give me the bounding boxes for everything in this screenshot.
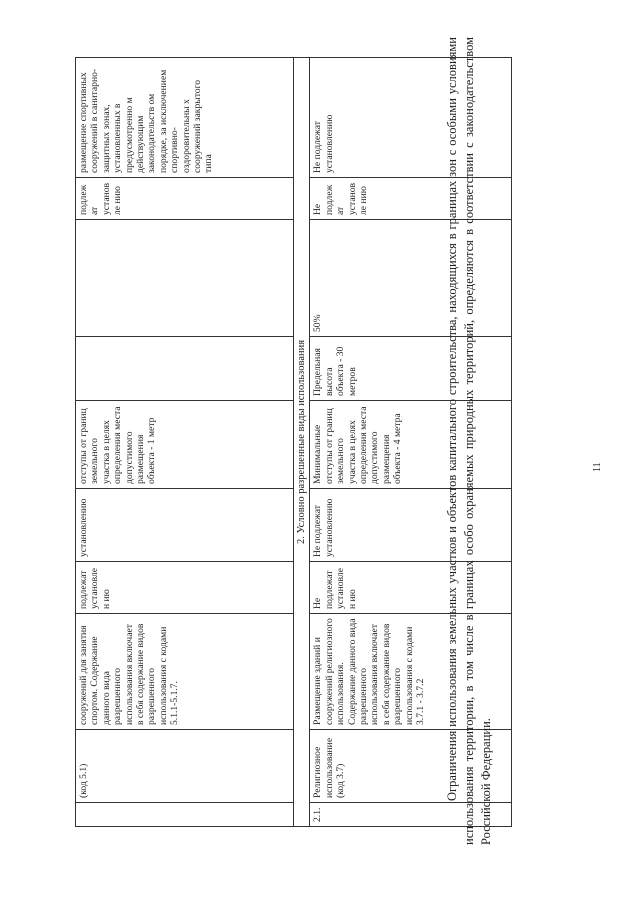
coverage-cell: 50% [310, 220, 512, 337]
setback-cell: отступы от границ земельного участка в целях определения места допустимого размещения объекта - 1 метр [76, 401, 294, 489]
param-cell: подлежат установле нию [76, 178, 294, 220]
param-cell: подлежат установлен ию [76, 562, 294, 614]
use-name-cell: Религиозное использование (код 3.7) [310, 730, 512, 803]
use-description-cell: сооружений для занятия спортом. Содержание данного вида разрешенного использования включает в себя содержание видов разрешенного использования с кодами 5.1.1-5.1.7. [76, 614, 294, 730]
section-header-row [294, 58, 310, 827]
coverage-cell [76, 220, 294, 337]
restrictions-cell: размещение спортивных сооружений в санитарно-защитных зонах, установленных в предусмотренно м действующим законодательств ом порядке, за исключением спортивно-оздоровительны х сооружений закрытого типа [76, 58, 294, 178]
table-row [76, 58, 294, 827]
use-description-cell: Размещение зданий и сооружений религиозного использования. Содержание данного вида разрешенного использования включает в себя содержание видов разрешенного использования с кодами 3.7.1 - 3.7.2 [310, 614, 512, 730]
restrictions-cell: Не подлежат установлению [310, 58, 512, 178]
param-cell: Не подлежат установлению [310, 489, 512, 562]
restrictions-paragraph: Ограничения использования земельных участков и объектов капитального строительства, находящихся в границах зон с особыми условиями использования территории, в том числе в границах особо охраняемых природных территорий, определяются в соответствии с законодательством Российской Федерации. [445, 37, 493, 845]
height-cell [76, 337, 294, 401]
page-number: 11 [592, 462, 603, 472]
param-cell: Не подлежат установле нию [310, 178, 512, 220]
param-cell: установлению [76, 489, 294, 562]
use-name-cell: (код 5.1) [76, 730, 294, 803]
row-number-cell: 2.1. [310, 803, 512, 827]
setback-cell: Минимальные отступы от границ земельного участка в целях определения места допустимого размещения объекта - 4 метра [310, 401, 512, 489]
section-header: 2. Условно разрешенные виды использования [294, 58, 310, 827]
height-cell: Предельная высота объекта - 30 метров [310, 337, 512, 401]
param-cell: Не подлежат установлен ию [310, 562, 512, 614]
row-number-cell [76, 803, 294, 827]
